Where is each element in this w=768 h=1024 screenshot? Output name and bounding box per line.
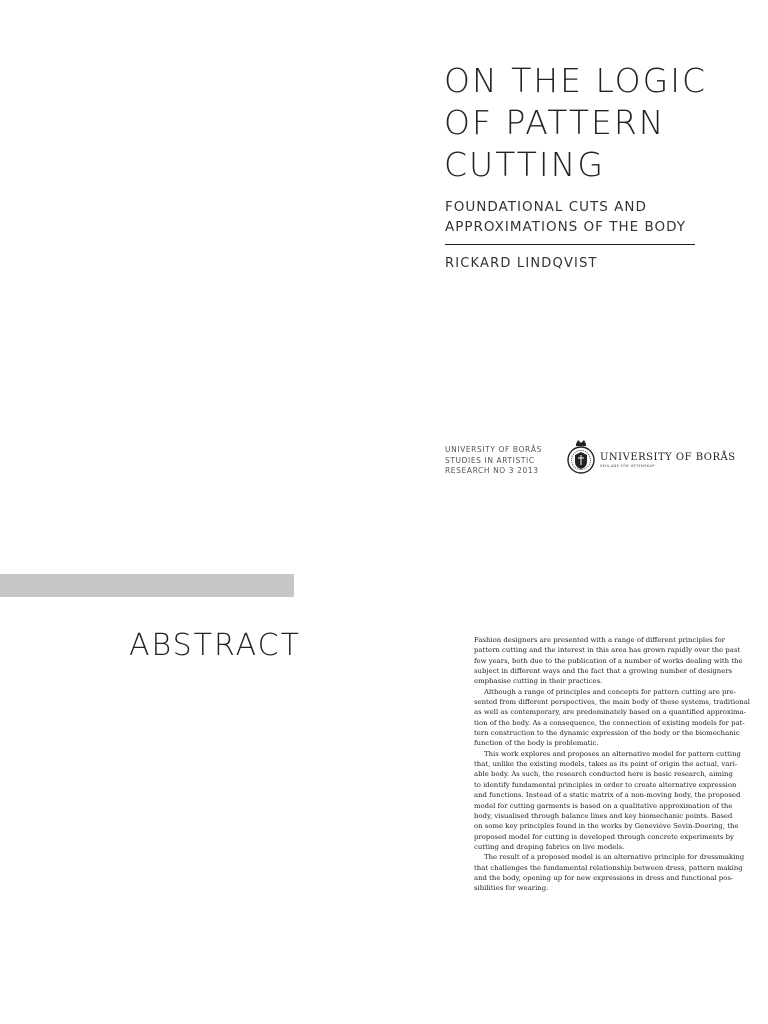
university-seal-icon: [564, 438, 598, 476]
abstract-line: as well as contemporary, are predominately based on a quantified approxima-: [474, 708, 746, 717]
title-line: ON THE LOGIC: [444, 61, 707, 100]
title-line: OF PATTERN: [444, 103, 666, 142]
abstract-line: subject in different ways and the fact that a growing number of designers: [474, 667, 733, 676]
book-subtitle: [445, 197, 745, 237]
abstract-line: This work explores and proposes an alternative model for pattern cutting: [484, 749, 741, 758]
abstract-line: body, visualised through balance lines and key biomechanic points. Based: [474, 811, 733, 820]
abstract-line: cutting and draping fabrics on live models.: [474, 842, 625, 851]
abstract-line: and functions. Instead of a static matrix of a non-moving body, the proposed: [474, 791, 741, 800]
book-title: [444, 60, 764, 186]
abstract-line: few years, both due to the publication of a number of works dealing with the: [474, 656, 743, 665]
abstract-line: proposed model for cutting is developed through concrete experiments by: [474, 832, 734, 841]
abstract-line: sibilities for wearing.: [474, 884, 549, 893]
abstract-line: Fashion designers are presented with a range of different principles for: [474, 636, 725, 644]
abstract-line: The result of a proposed model is an alternative principle for dressmaking: [484, 853, 745, 862]
abstract-line: able body. As such, the research conducted here is basic research, aiming: [474, 770, 733, 779]
subtitle-line: APPROXIMATIONS OF THE BODY: [445, 219, 686, 235]
abstract-line: sented from different perspectives, the main body of these systems, traditional: [474, 698, 751, 707]
abstract-line: pattern cutting and the interest in this area has grown rapidly over the past: [474, 646, 741, 655]
abstract-line: function of the body is problematic.: [474, 739, 599, 748]
abstract-body: [474, 635, 751, 894]
abstract-line: on some key principles found in the works by Geneviève Sevin-Doering, the: [474, 822, 739, 831]
series-info: [445, 445, 542, 477]
abstract-heading: ABSTRACT: [129, 628, 301, 663]
abstract-line: emphasise cutting in their practices.: [474, 677, 603, 686]
abstract-line: model for cutting garments is based on a qualitative approximation of the: [474, 801, 733, 810]
title-divider: [445, 244, 695, 245]
abstract-line: that, unlike the existing models, takes as its point of origin the actual, vari-: [474, 760, 738, 769]
decorative-band: [0, 574, 294, 597]
abstract-line: to identify fundamental principles in order to create alternative expression: [474, 780, 737, 789]
series-line: STUDIES IN ARTISTIC: [445, 455, 535, 465]
series-line: RESEARCH NO 3 2013: [445, 466, 539, 475]
abstract-line: tern construction to the dynamic expression of the body or the biomechanic: [474, 729, 740, 738]
university-logo-name: UNIVERSITY OF BORÅS: [600, 452, 736, 463]
abstract-line: and the body, opening up for new expressions in dress and functional pos-: [474, 873, 734, 882]
abstract-line: tion of the body. As a consequence, the connection of existing models for pat-: [474, 718, 745, 727]
abstract-line: that challenges the fundamental relationship between dress, pattern making: [474, 863, 743, 872]
abstract-line: Although a range of principles and concepts for pattern cutting are pre-: [484, 687, 737, 696]
subtitle-line: FOUNDATIONAL CUTS AND: [445, 199, 647, 215]
author-name: RICKARD LINDQVIST: [445, 256, 598, 271]
title-line: CUTTING: [444, 145, 605, 184]
university-logo-tagline: SKOLANS FÖR VETENSKAP: [600, 464, 655, 468]
series-line: UNIVERSITY OF BORÅS: [445, 445, 542, 454]
